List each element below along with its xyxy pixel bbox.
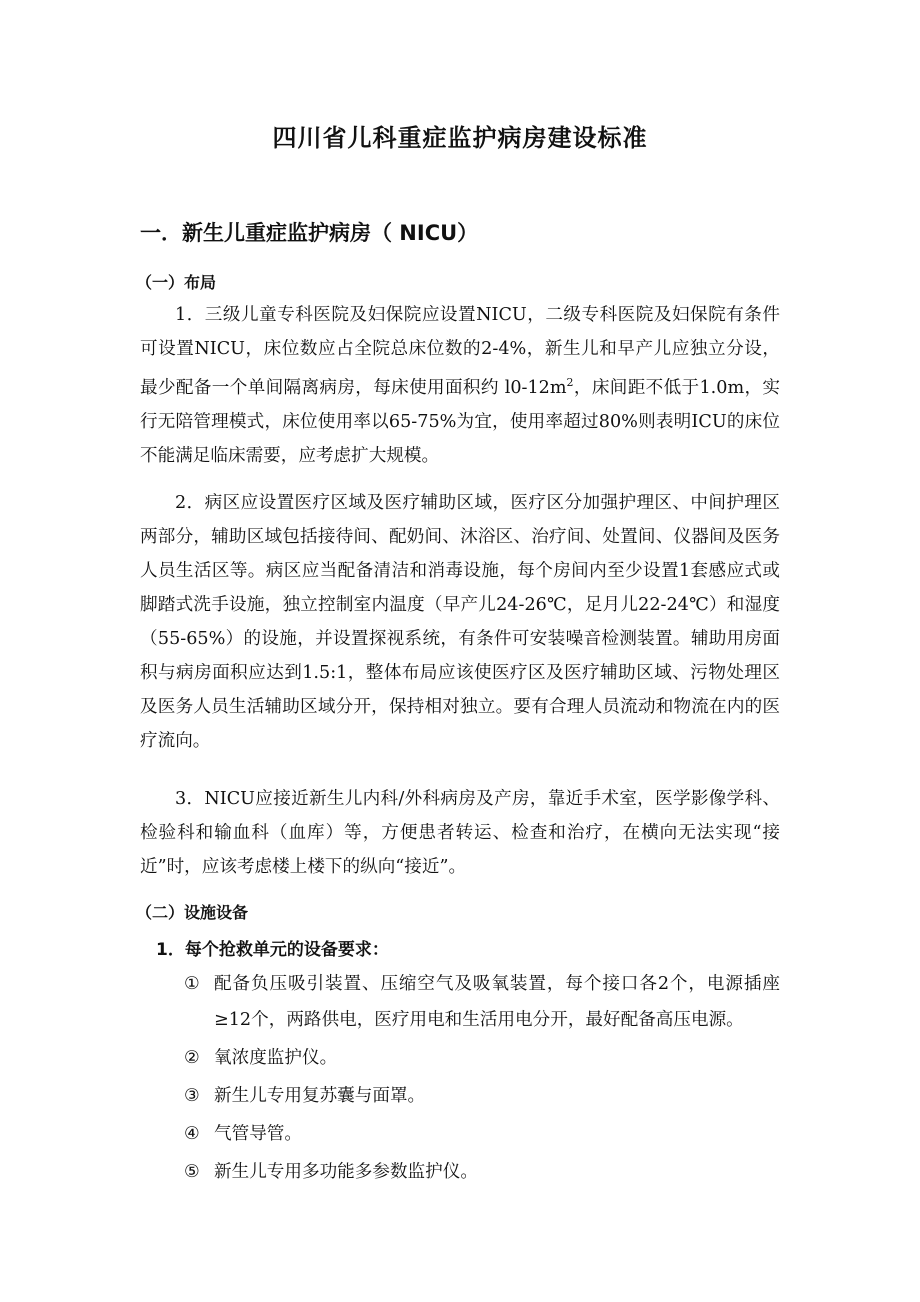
paragraph-3: 3．NICU应接近新生儿内科/外科病房及产房，靠近手术室，医学影像学科、检验科和输血科（血库）等，方便患者转运、检查和治疗，在横向无法实现“接近”时，应该考虑楼上楼下的纵向“接近”。 <box>140 789 780 877</box>
superscript-2: 2 <box>566 376 574 389</box>
list-item-text: 配备负压吸引装置、压缩空气及吸氧装置，每个接口各2个，电源插座≥12个，两路供电，医疗用电和生活用电分开，最好配备高压电源。 <box>214 974 780 1030</box>
list-item-number: ① <box>184 974 200 994</box>
list-item-number: ③ <box>184 1086 200 1106</box>
paragraph-1-text: 1．三级儿童专科医院及妇保院应设置NICU，二级专科医院及妇保院有条件可设置NICU，床位数应占全院总床位数的2-4%，新生儿和早产儿应独立分设，最少配备一个单间隔离病房，每床使用面积约 l0-12m <box>140 305 780 398</box>
paragraph-1 <box>140 298 780 473</box>
equipment-requirements-heading: 1．每个抢救单元的设备要求： <box>156 940 389 960</box>
list-item-number: ⑤ <box>184 1162 200 1182</box>
list-item <box>184 1154 780 1190</box>
paragraph-2: 2．病区应设置医疗区域及医疗辅助区域，医疗区分加强护理区、中间护理区两部分，辅助区域包括接待间、配奶间、沐浴区、治疗间、处置间、仪器间及医务人员生活区等。病区应当配备清洁和消毒设施，每个房间内至少设置1套感应式或脚踏式洗手设施，独立控制室内温度（早产儿24-26℃，足月儿22-24℃）和湿度（55-65%）的设施，并设置探视系统，有条件可安装噪音检测装置。辅助用房面积与病房面积应达到1.5:1，整体布局应该使医疗区及医疗辅助区域、污物处理区及医务人员生活辅助区域分开，保持相对独立。要有合理人员流动和物流在内的医疗流向。 <box>140 493 780 751</box>
list-item <box>184 1040 780 1076</box>
list-item-text: 新生儿专用多功能多参数监护仪。 <box>214 1162 478 1182</box>
section-heading-nicu: 一．新生儿重症监护病房（ NICU） <box>140 221 479 245</box>
paragraph-1-tail: ，床间距不低于1.0m，实行无陪管理模式，床位使用率以65-75%为宜，使用率超过80%则表明ICU的床位不能满足临床需要，应考虑扩大规模。 <box>140 377 780 466</box>
list-item <box>184 1116 780 1152</box>
subsection-heading-equipment: （二）设施设备 <box>136 903 249 922</box>
list-item <box>184 966 780 1038</box>
list-item <box>184 1078 780 1114</box>
list-item-text: 氧浓度监护仪。 <box>214 1048 338 1068</box>
document-title: 四川省儿科重症监护病房建设标准 <box>272 124 648 152</box>
list-item-text: 新生儿专用复苏囊与面罩。 <box>214 1086 426 1106</box>
list-item-text: 气管导管。 <box>214 1124 302 1144</box>
subsection-heading-layout: （一）布局 <box>136 273 217 292</box>
list-item-number: ② <box>184 1048 200 1068</box>
list-item-number: ④ <box>184 1124 200 1144</box>
